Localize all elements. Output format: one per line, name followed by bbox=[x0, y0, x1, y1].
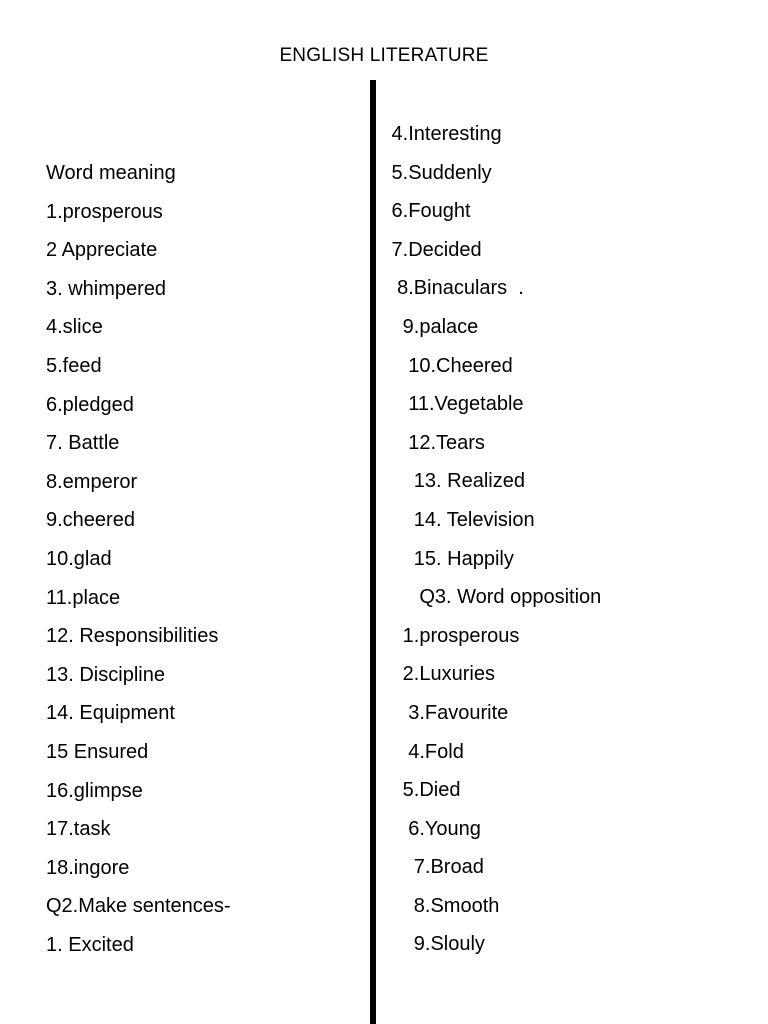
left-line: Q2.Make sentences- bbox=[46, 895, 231, 918]
right-line: 8.Binaculars . bbox=[386, 277, 524, 300]
left-line: 16.glimpse bbox=[46, 779, 143, 802]
right-line: 3.Favourite bbox=[386, 701, 509, 724]
left-line: 1.prosperous bbox=[46, 200, 163, 223]
right-line: 10.Cheered bbox=[386, 354, 513, 377]
right-line: 9.Slouly bbox=[386, 933, 485, 956]
left-line: 8.emperor bbox=[46, 470, 138, 493]
right-line: 7.Broad bbox=[386, 856, 484, 879]
left-line: 1. Excited bbox=[46, 933, 134, 956]
left-line: 15 Ensured bbox=[46, 740, 149, 763]
right-line: 12.Tears bbox=[386, 431, 485, 454]
right-line: 6.Fought bbox=[386, 200, 471, 223]
left-line: 3. whimpered bbox=[46, 277, 167, 300]
left-line: 18.ingore bbox=[46, 856, 130, 879]
left-line: 5.feed bbox=[46, 354, 102, 377]
left-line: 12. Responsibilities bbox=[46, 625, 219, 648]
right-line: 4.Fold bbox=[386, 740, 464, 763]
right-line: 11.Vegetable bbox=[386, 393, 524, 416]
right-column bbox=[386, 115, 601, 964]
left-line: Word meaning bbox=[46, 162, 176, 184]
left-line: 7. Battle bbox=[46, 432, 120, 455]
column-divider bbox=[370, 80, 376, 1024]
right-line: 2.Luxuries bbox=[386, 663, 495, 686]
left-column bbox=[46, 154, 231, 964]
right-line: 7.Decided bbox=[386, 238, 482, 261]
left-line: 17.task bbox=[46, 818, 111, 841]
right-line: 9.palace bbox=[386, 315, 479, 338]
right-line: 5.Suddenly bbox=[386, 161, 492, 184]
left-line: 4.slice bbox=[46, 316, 103, 339]
right-line: 13. Realized bbox=[386, 470, 525, 493]
page-title: ENGLISH LITERATURE bbox=[279, 45, 489, 66]
right-line: 8.Smooth bbox=[386, 894, 500, 917]
right-line: 4.Interesting bbox=[386, 123, 502, 145]
left-line: 11.place bbox=[46, 586, 121, 609]
left-line: 13. Discipline bbox=[46, 663, 165, 686]
right-line: 5.Died bbox=[386, 779, 461, 802]
right-line: 15. Happily bbox=[386, 547, 514, 570]
right-line: 6.Young bbox=[386, 817, 481, 840]
right-line: 1.prosperous bbox=[386, 624, 520, 647]
left-line: 9.cheered bbox=[46, 509, 135, 532]
left-line: 6.pledged bbox=[46, 393, 134, 416]
left-line: 14. Equipment bbox=[46, 702, 175, 725]
right-line: Q3. Word opposition bbox=[386, 586, 602, 609]
right-line: 14. Television bbox=[386, 508, 535, 531]
left-line: 10.glad bbox=[46, 547, 112, 570]
left-line: 2 Appreciate bbox=[46, 239, 158, 262]
